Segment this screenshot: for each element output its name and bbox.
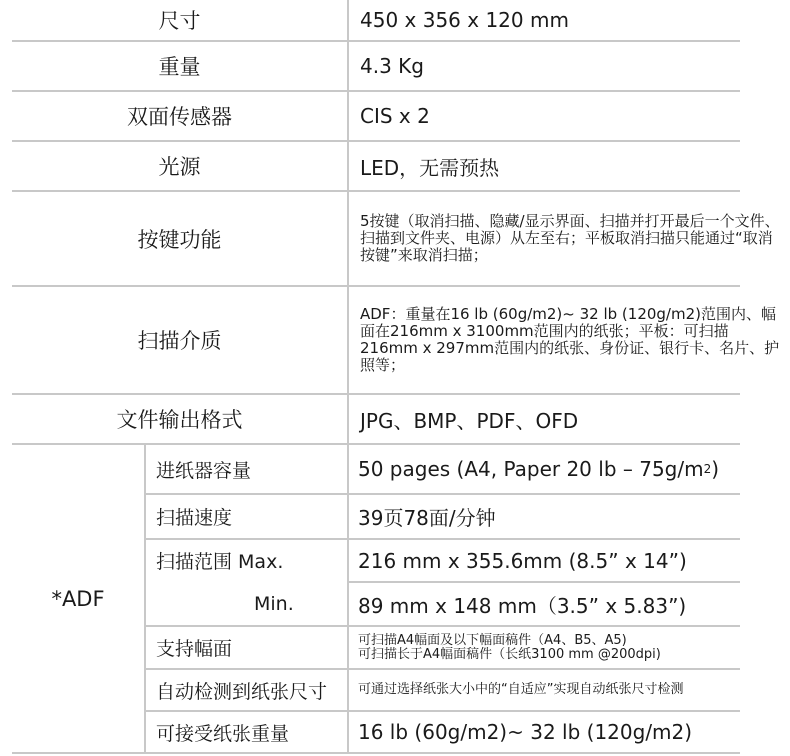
adf-auto-detect-label: 自动检测到纸张尺寸 <box>156 680 328 703</box>
weight-label: 重量 <box>158 55 201 79</box>
buttons-value: 5按键（取消扫描、隐藏/显示界面、扫描并打开最后一个文件、扫描到文件夹、电源）从左至右；平板取消扫描只能通过“取消按键”来取消扫描； <box>360 212 780 264</box>
adf-range-max-label: 扫描范围 Max. <box>156 551 284 573</box>
sensor-value: CIS x 2 <box>360 104 430 128</box>
column-divider <box>347 0 349 754</box>
media-value: ADF：重量在16 lb (60g/m2)~ 32 lb (120g/m2)范围内、幅面在216mm x 3100mm范围内的纸张；平板：可扫描216mm x 297mm范围内的纸张、身份证、银行卡、名片、护照等； <box>360 305 780 374</box>
adf-capacity-end: ) <box>711 457 720 481</box>
media-label: 扫描介质 <box>137 329 222 353</box>
adf-capacity-label: 进纸器容量 <box>156 459 252 482</box>
adf-auto-detect-value: 可通过选择纸张大小中的“自适应”实现自动纸张尺寸检测 <box>358 682 684 697</box>
adf-capacity-text: 50 pages (A4, Paper 20 lb – 75g/m <box>358 457 704 481</box>
row-divider <box>12 752 740 754</box>
adf-speed-value: 39页78面/分钟 <box>358 506 496 530</box>
adf-paper-size-label: 支持幅面 <box>156 638 233 660</box>
light-label: 光源 <box>158 155 201 179</box>
adf-label: *ADF <box>51 586 105 611</box>
light-value: LED，无需预热 <box>360 155 500 180</box>
adf-paper-weight-value: 16 lb (60g/m2)~ 32 lb (120g/m2) <box>358 720 693 744</box>
size-label: 尺寸 <box>158 9 201 33</box>
weight-value: 4.3 Kg <box>360 54 424 78</box>
adf-range-max-value: 216 mm x 355.6mm (8.5” x 14”) <box>358 548 687 573</box>
size-value: 450 x 356 x 120 mm <box>360 8 569 32</box>
adf-capacity-value <box>358 445 783 493</box>
adf-paper-size-value <box>358 627 783 668</box>
adf-speed-label: 扫描速度 <box>156 507 233 529</box>
buttons-label: 按键功能 <box>137 227 222 252</box>
adf-range-min-value: 89 mm x 148 mm（3.5” x 5.83”) <box>358 593 687 618</box>
adf-paper-size-line2: 可扫描长于A4幅面稿件（长纸3100 mm @200dpi) <box>358 646 661 662</box>
adf-paper-size-line1: 可扫描A4幅面及以下幅面稿件（A4、B5、A5) <box>358 632 627 648</box>
adf-paper-weight-label: 可接受纸张重量 <box>156 722 290 745</box>
adf-capacity-sup: 2 <box>703 462 712 476</box>
format-label: 文件输出格式 <box>116 408 243 432</box>
column-divider <box>144 443 146 754</box>
sensor-label: 双面传感器 <box>127 105 232 129</box>
format-value: JPG、BMP、PDF、OFD <box>360 408 579 433</box>
adf-range-min-label: Min. <box>254 593 294 615</box>
